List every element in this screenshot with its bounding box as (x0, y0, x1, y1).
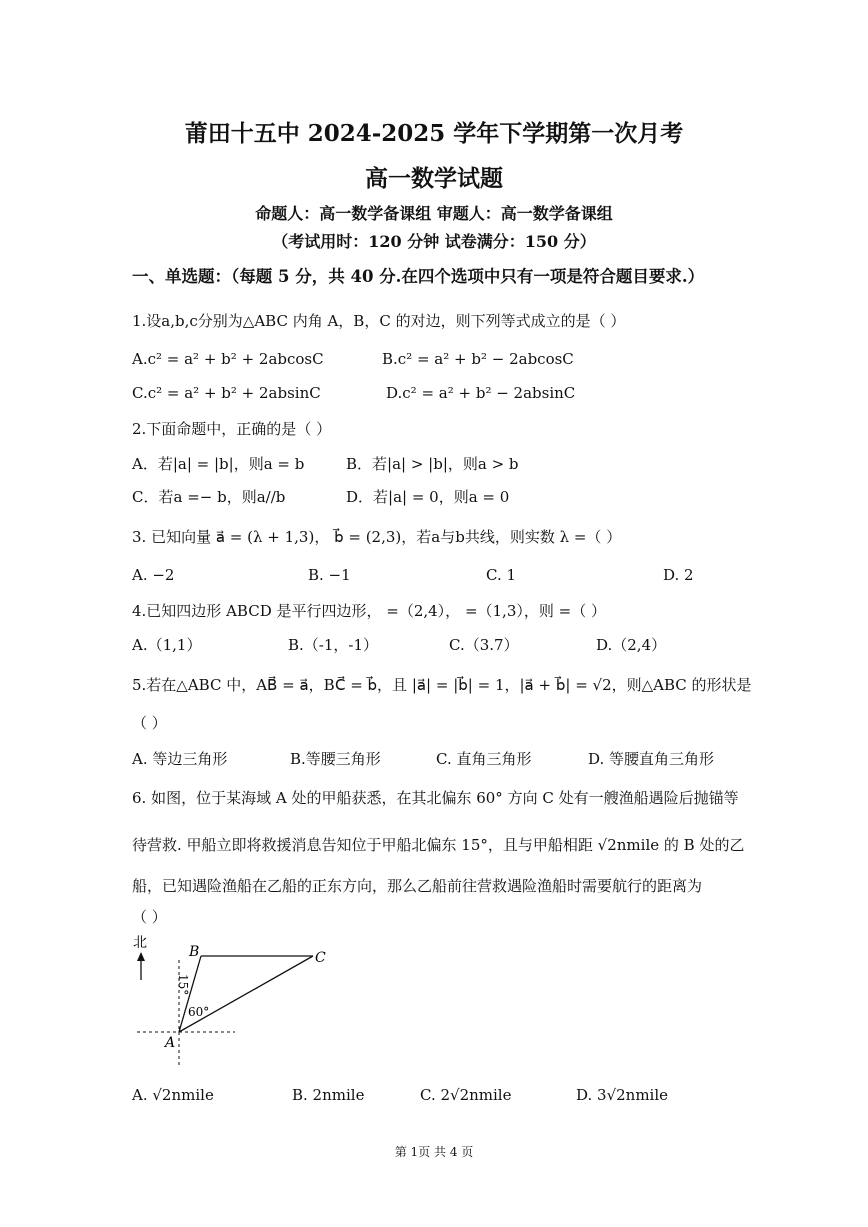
angle-60-label: 60° (188, 1005, 210, 1019)
question-3-option-a: A. −2 (132, 566, 175, 584)
question-2-option-d: D．若|a| = 0，则a = 0 (346, 488, 510, 506)
question-4-option-a: A.（1,1） (132, 636, 202, 654)
question-1-option-d: D.c² = a² + b² − 2absinC (386, 384, 576, 402)
question-3-option-b: B. −1 (308, 566, 351, 584)
question-4-option-b: B.（-1，-1） (288, 636, 379, 654)
question-6-stem-line3: 船，已知遇险渔船在乙船的正东方向，那么乙船前往营救遇险渔船时需要航行的距离为 (132, 877, 703, 895)
question-2-option-a: A．若|a| = |b|，则a = b (132, 455, 305, 473)
question-6-stem-line1: 6. 如图，位于某海域 A 处的甲船获悉，在其北偏东 60° 方向 C 处有一艘渔船遇险后抛锚等 (132, 789, 739, 807)
north-label: 北 (133, 935, 147, 951)
north-arrow-head (137, 952, 145, 961)
segment-ac (179, 956, 313, 1032)
question-3-option-d: D. 2 (663, 566, 694, 584)
exam-info: （考试用时：120 分钟 试卷满分：150 分） (272, 232, 596, 251)
question-1-option-b: B.c² = a² + b² − 2abcosC (382, 350, 574, 368)
question-1-option-c: C.c² = a² + b² + 2absinC (132, 384, 321, 402)
exam-authors: 命题人：高一数学备课组 审题人：高一数学备课组 (255, 204, 613, 223)
question-6-option-b: B. 2nmile (292, 1086, 365, 1104)
question-5-option-b: B.等腰三角形 (290, 750, 381, 768)
question-5-stem: 5.若在△ABC 中，AB⃗ = a⃗，BC⃗ = b⃗，且 |a⃗| = |b⃗| = 1，|a⃗ + b⃗| = √2，则△ABC 的形状是 (132, 676, 752, 694)
question-1-option-a: A.c² = a² + b² + 2abcosC (132, 350, 324, 368)
exam-subtitle: 高一数学试题 (365, 165, 503, 192)
question-6-option-d: D. 3√2nmile (576, 1086, 669, 1104)
question-6-paren: （ ） (132, 908, 167, 926)
question-4-stem: 4.已知四边形 ABCD 是平行四边形， =（2,4）， =（1,3），则 =（ ） (132, 602, 606, 620)
question-3-stem: 3. 已知向量 a⃗ = (λ + 1,3)， b⃗ = (2,3)，若a与b共线，则实数 λ =（ ） (132, 528, 622, 546)
question-5-option-d: D. 等腰直角三角形 (588, 750, 715, 768)
point-b-label: B (189, 944, 200, 960)
question-6-option-a: A. √2nmile (132, 1086, 214, 1104)
exam-title: 莆田十五中 2024-2025 学年下学期第一次月考 (184, 120, 684, 147)
question-6-stem-line2: 待营救. 甲船立即将救援消息告知位于甲船北偏东 15°，且与甲船相距 √2nmile 的 B 处的乙 (132, 836, 745, 854)
question-5-paren: （ ） (132, 714, 167, 732)
question-2-option-c: C．若a =− b，则a//b (132, 488, 286, 506)
question-2-option-b: B．若|a| > |b|，则a > b (346, 455, 519, 473)
point-c-label: C (315, 950, 326, 966)
question-5-option-c: C. 直角三角形 (436, 750, 532, 768)
question-3-option-c: C. 1 (486, 566, 517, 584)
question-6-figure (125, 930, 345, 1070)
question-4-option-c: C.（3.7） (449, 636, 519, 654)
question-4-option-d: D.（2,4） (596, 636, 667, 654)
page-footer: 第 1页 共 4 页 (394, 1145, 474, 1159)
angle-15-label: 15° (176, 974, 190, 996)
question-2-stem: 2.下面命题中，正确的是（ ） (132, 420, 332, 438)
question-6-option-c: C. 2√2nmile (420, 1086, 512, 1104)
section-heading: 一、单选题：（每题 5 分，共 40 分.在四个选项中只有一项是符合题目要求.） (132, 267, 705, 286)
question-1-stem: 1.设a,b,c分别为△ABC 内角 A，B，C 的对边，则下列等式成立的是（ ） (132, 312, 626, 330)
question-5-option-a: A. 等边三角形 (132, 750, 228, 768)
point-a-label: A (165, 1035, 176, 1051)
